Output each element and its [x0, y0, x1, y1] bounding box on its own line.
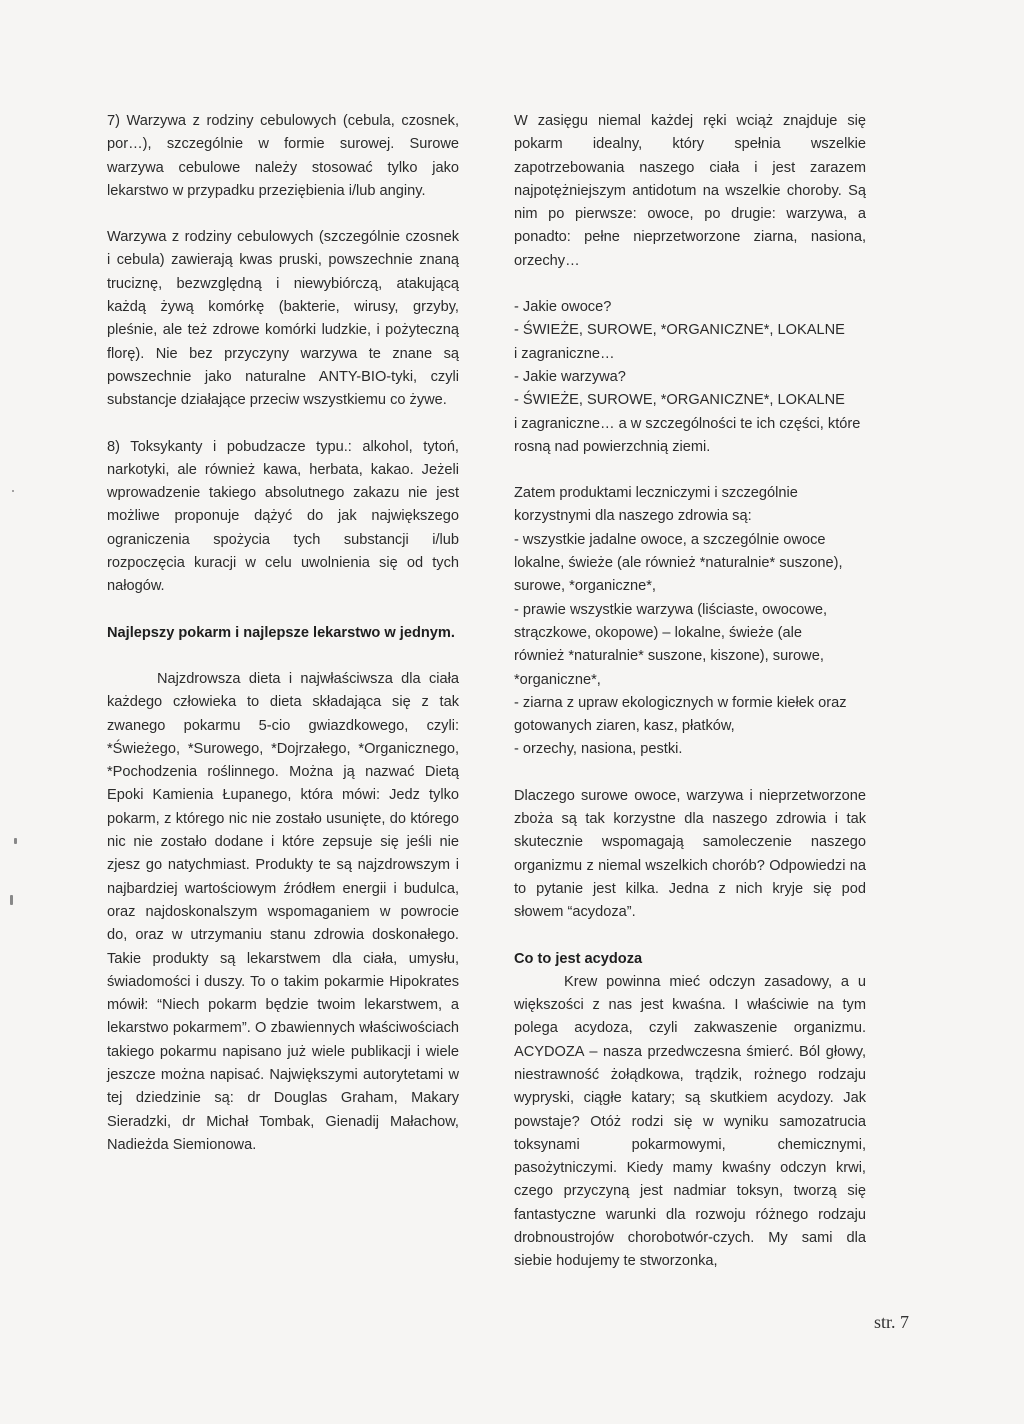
- list-item: - Jakie owoce?: [514, 299, 612, 316]
- paragraph-healthiest-diet: Najzdrowsza dieta i najwłaściwsza dla ciała każdego człowieka to dieta składająca się z tak zwanego pokarmu 5-cio gwiazdkowego, czyli: *Świeżego, *Surowego, *Dojrzałego, *Organicznego, *Pochodzenia roślinnego. Można ją nazwać Dietą Epoki Kamienia Łupanego, która mówi: Jedz tylko pokarm, z którego nic nie zostało usunięte, do którego nic nie zostało dodane i które zepsuje się jeśli nie zjesz go natychmiast. Produkty te są najzdrowszym i najbardziej wartościowym źródłem energii i budulca, oraz najdoskonalszym wspomaganiem w powrocie do, oraz w utrzymaniu stanu zdrowia doskonałego. Takie produkty są lekarstwem dla ciała, umysłu, świadomości i duszy. To o takim pokarmie Hipokrates mówił: “Niech pokarm będzie twoim lekarstwem, a lekarstwo pokarmem”. O zbawiennych właściwościach takiego pokarmu napisano już wiele publikacji i wiele jeszcze można napisać. Największymi autorytetami w tej dziedzinie są: dr Douglas Graham, Makary Sieradzki, dr Michał Tombak, Gienadij Małachow, Nadieżda Siemionowa.: [107, 670, 459, 1153]
- list-item: i zagraniczne…: [514, 345, 615, 362]
- section-heading-acidosis: Co to jest acydoza: [514, 950, 643, 967]
- list-item: - Jakie warzywa?: [514, 368, 626, 385]
- list-item: - ziarna z upraw ekologicznych w formie kiełek oraz: [514, 694, 847, 711]
- healing-products-list: [514, 482, 866, 762]
- list-item: - wszystkie jadalne owoce, a szczególnie owoce: [514, 531, 826, 548]
- paragraph-stimulants: 8) Toksykanty i pobudzacze typu.: alkohol, tytoń, narkotyki, ale również kawa, herbata, kakao. Jeżeli wprowadzenie takiego absolutnego zakazu nie jest możliwe proponuje dążyć do jak największego ograniczenia spożycia tych substancji i/lub rozpoczęcia kuracji w celu uwolnienia się od tych nałogów.: [107, 438, 459, 595]
- fruit-vegetable-qa-list: [514, 296, 866, 459]
- list-item: surowe, *organiczne*,: [514, 578, 656, 595]
- list-item: *organiczne*,: [514, 671, 601, 688]
- scan-speck: [12, 490, 14, 492]
- list-item: rosną nad powierzchnią ziemi.: [514, 438, 711, 455]
- list-item: korzystnymi dla naszego zdrowia są:: [514, 508, 752, 525]
- list-item: - ŚWIEŻE, SUROWE, *ORGANICZNE*, LOKALNE: [514, 322, 845, 339]
- paragraph-acidosis: Krew powinna mieć odczyn zasadowy, a u większości z nas jest kwaśna. I właściwie na tym polega acydoza, czyli zakwaszenie organizmu. ACYDOZA – nasza przedwczesna śmierć. Ból głowy, niestrawność żołądkowa, trądzik, rożnego rodzaju wypryski, ciągłe katary; są skutkiem acydozy. Jak powstaje? Otóż rodzi się w wyniku samozatrucia toksynami pokarmowymi, chemicznymi, pasożytniczymi. Kiedy mamy kwaśny odczyn krwi, czego przyczyną jest nadmiar toksyn, tworzą się fantastyczne warunki dla rozwoju różnego rodzaju drobnoustrojów chorobotwór-czych. My sami dla siebie hodujemy te stworzonka,: [514, 973, 866, 1270]
- scan-speck: [10, 895, 13, 905]
- scan-speck: [14, 838, 17, 844]
- left-column: [107, 110, 459, 1157]
- list-item: gotowanych ziaren, kasz, płatków,: [514, 718, 735, 735]
- section-heading-best-food: Najlepszy pokarm i najlepsze lekarstwo w jednym.: [107, 624, 455, 641]
- list-item: strączkowe, okopowe) – lokalne, świeże (ale: [514, 624, 802, 641]
- paragraph-why-raw: Dlaczego surowe owoce, warzywa i nieprzetworzone zboża są tak korzystne dla naszego zdrowia i tak skutecznie wspomagają samoleczenie naszego organizmu z niemal wszelkich chorób? Odpowiedzi na to pytanie jest kilka. Jedna z nich kryje się pod słowem “acydoza”.: [514, 787, 866, 921]
- right-column: [514, 110, 866, 1274]
- list-item: i zagraniczne… a w szczególności te ich części, które: [514, 415, 861, 432]
- paragraph-ideal-food: W zasięgu niemal każdej ręki wciąż znajduje się pokarm idealny, który spełnia wszelkie zapotrzebowania naszego ciała i jest zarazem najpotężniejszym antidotum na wszelkie choroby. Są nim po pierwsze: owoce, po drugie: warzywa, a ponadto: pełne nieprzetworzone ziarna, nasiona, orzechy…: [514, 113, 866, 269]
- list-item: - prawie wszystkie warzywa (liściaste, owocowe,: [514, 601, 828, 618]
- paragraph-prussic-acid: Warzywa z rodziny cebulowych (szczególnie czosnek i cebula) zawierają kwas pruski, powszechnie znaną truciznę, bezwzględną i niewybiórczą, atakującą każdą żywą komórkę (bakterie, wirusy, grzyby, pleśnie, ale też zdrowe komórki ludzkie, i pożyteczną florę). Nie bez przyczyny warzywa te znane są powszechnie jako naturalne ANTY-BIO-tyki, czyli substancje działające przeciw wszystkiemu co żywe.: [107, 229, 459, 409]
- list-item: - ŚWIEŻE, SUROWE, *ORGANICZNE*, LOKALNE: [514, 392, 845, 409]
- list-item: Zatem produktami leczniczymi i szczególnie: [514, 485, 798, 502]
- list-item: również *naturalnie* suszone, kiszone), surowe,: [514, 648, 824, 665]
- page-number: str. 7: [874, 1312, 910, 1332]
- paragraph-onion-vegetables: 7) Warzywa z rodziny cebulowych (cebula, czosnek, por…), szczególnie w formie surowej. Surowe warzywa cebulowe należy stosować tylko jako lekarstwo w przypadku przeziębienia i/lub anginy.: [107, 113, 459, 199]
- list-item: lokalne, świeże (ale również *naturalnie* suszone),: [514, 555, 843, 572]
- list-item: - orzechy, nasiona, pestki.: [514, 741, 683, 758]
